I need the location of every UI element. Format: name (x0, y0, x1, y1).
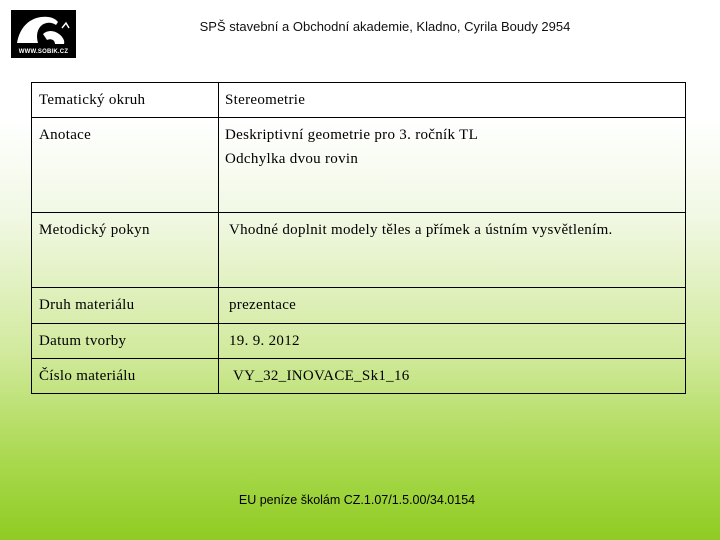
school-logo (11, 10, 76, 58)
table-row-material-number (32, 359, 686, 394)
page-title: SPŠ stavební a Obchodní akademie, Kladno, Cyrila Boudy 2954 (199, 19, 571, 34)
row-value-line: VY_32_INOVACE_Sk1_16 (233, 368, 410, 384)
info-table (31, 82, 686, 394)
row-label: Datum tvorby (32, 324, 219, 359)
row-label: Tematický okruh (32, 83, 219, 118)
row-label: Druh materiálu (32, 288, 219, 324)
table-row-topic (32, 83, 686, 118)
table-row-date (32, 324, 686, 359)
row-value-line: 19. 9. 2012 (229, 333, 300, 349)
table-row-method (32, 213, 686, 288)
row-value (219, 324, 686, 359)
row-value-line: Vhodné doplnit modely těles a přímek a ústním vysvětlením. (229, 222, 613, 238)
logo-text: WWW.SOBIK.CZ (18, 49, 69, 55)
row-value-line: Odchylka dvou rovin (225, 151, 359, 167)
footer-label: EU peníze školám CZ.1.07/1.5.00/34.0154 (238, 493, 476, 507)
row-value (219, 213, 686, 288)
row-label: Anotace (32, 118, 219, 213)
row-value (219, 83, 686, 118)
row-value (219, 359, 686, 394)
row-value-line: Deskriptivní geometrie pro 3. ročník TL (225, 127, 479, 143)
row-label: Metodický pokyn (32, 213, 219, 288)
row-value-line: prezentace (229, 297, 297, 313)
footer-text (0, 493, 720, 507)
row-value-line: Stereometrie (225, 92, 306, 108)
table-row-annotation (32, 118, 686, 213)
row-value (219, 288, 686, 324)
row-value (219, 118, 686, 213)
table-row-material-type (32, 288, 686, 324)
row-label: Číslo materiálu (32, 359, 219, 394)
horse-head-icon (11, 10, 76, 50)
